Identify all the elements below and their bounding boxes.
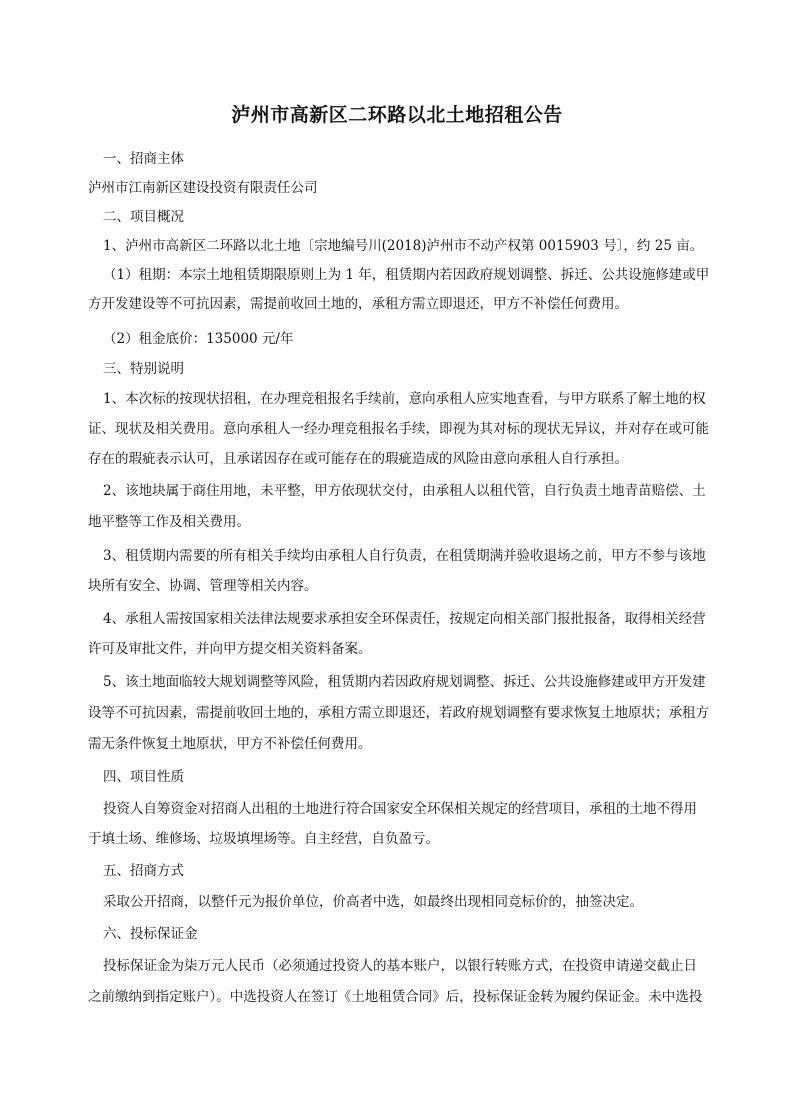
paragraph-line: 1、本次标的按现状招租，在办理竞租报名手续前，意向承租人应实地查看，与甲方联系了解土地的权 (103, 391, 706, 407)
paragraph-line: 地平整等工作及相关费用。 (88, 514, 250, 530)
paragraph-line: 存在的瑕疵表示认可，且承诺因存在或可能存在的瑕疵造成的风险由意向承租人自行承担。 (88, 451, 628, 467)
section-heading-6: 六、投标保证金 (103, 926, 198, 942)
paragraph-line: 2、该地块属于商住用地，未平整，甲方依现状交付，由承租人以租代管，自行负责土地青苗赔偿、土 (103, 483, 706, 499)
paragraph-line: 许可及审批文件，并向甲方提交相关资料备案。 (88, 641, 372, 657)
document-title: 泸州市高新区二环路以北土地招租公告 (231, 104, 563, 126)
paragraph-line: 5、该土地面临较大规划调整等风险，租赁期内若因政府规划调整、拆迁、公共设施修建或甲方开发建 (103, 674, 706, 690)
paragraph-line: 于填土场、维修场、垃圾填埋场等。自主经营，自负盈亏。 (88, 831, 439, 847)
section-heading-2: 二、项目概况 (103, 209, 184, 225)
paragraph-line: （2）租金底价：135000 元/年 (103, 331, 294, 347)
paragraph-line: 4、承租人需按国家相关法律法规要求承担安全环保责任，按规定向相关部门报批报备，取得相关经营 (103, 611, 706, 627)
paragraph-line: 泸州市江南新区建设投资有限责任公司 (88, 180, 318, 196)
paragraph-line: 证、现状及相关费用。意向承租人一经办理竞租报名手续，即视为其对标的现状无异议，并对存在或可能 (88, 421, 709, 437)
paragraph-line: 3、租赁期内需要的所有相关手续均由承租人自行负责，在租赁期满并验收退场之前，甲方不参与该地 (103, 548, 706, 564)
paragraph-line: 设等不可抗因素，需提前收回土地的，承租方需立即退还，若政府规划调整有要求恢复土地原状；承租方 (88, 705, 709, 721)
section-heading-1: 一、招商主体 (103, 151, 184, 167)
section-heading-4: 四、项目性质 (103, 769, 184, 785)
paragraph-line: 1、泸州市高新区二环路以北土地〔宗地编号川(2018)泸州市不动产权第 0015903 号〕，约 25 亩。 (103, 238, 704, 254)
paragraph-line: （1）租期：本宗土地租赁期限原则上为 1 年，租赁期内若因政府规划调整、拆迁、公共设施修建或甲 (103, 267, 710, 283)
section-heading-5: 五、招商方式 (103, 863, 184, 879)
paragraph-line: 采取公开招商，以整仟元为报价单位，价高者中选，如最终出现相同竞标价的，抽签决定。 (103, 894, 643, 910)
section-heading-3: 三、特别说明 (103, 361, 184, 377)
paragraph-line: 投资人自筹资金对招商人出租的土地进行符合国家安全环保相关规定的经营项目，承租的土地不得用 (103, 801, 697, 817)
paragraph-line: 方开发建设等不可抗因素，需提前收回土地的，承租方需立即退还，甲方不补偿任何费用。 (88, 296, 628, 312)
paragraph-line: 投标保证金为柒万元人民币（必须通过投资人的基本账户，以银行转账方式，在投资申请递交截止日 (103, 958, 697, 974)
paragraph-line: 之前缴纳到指定账户）。中选投资人在签订《土地租赁合同》后，投标保证金转为履约保证金。未中选投 (88, 989, 703, 1005)
paragraph-line: 需无条件恢复土地原状，甲方不补偿任何费用。 (88, 736, 372, 752)
paragraph-line: 块所有安全、协调、管理等相关内容。 (88, 578, 318, 594)
